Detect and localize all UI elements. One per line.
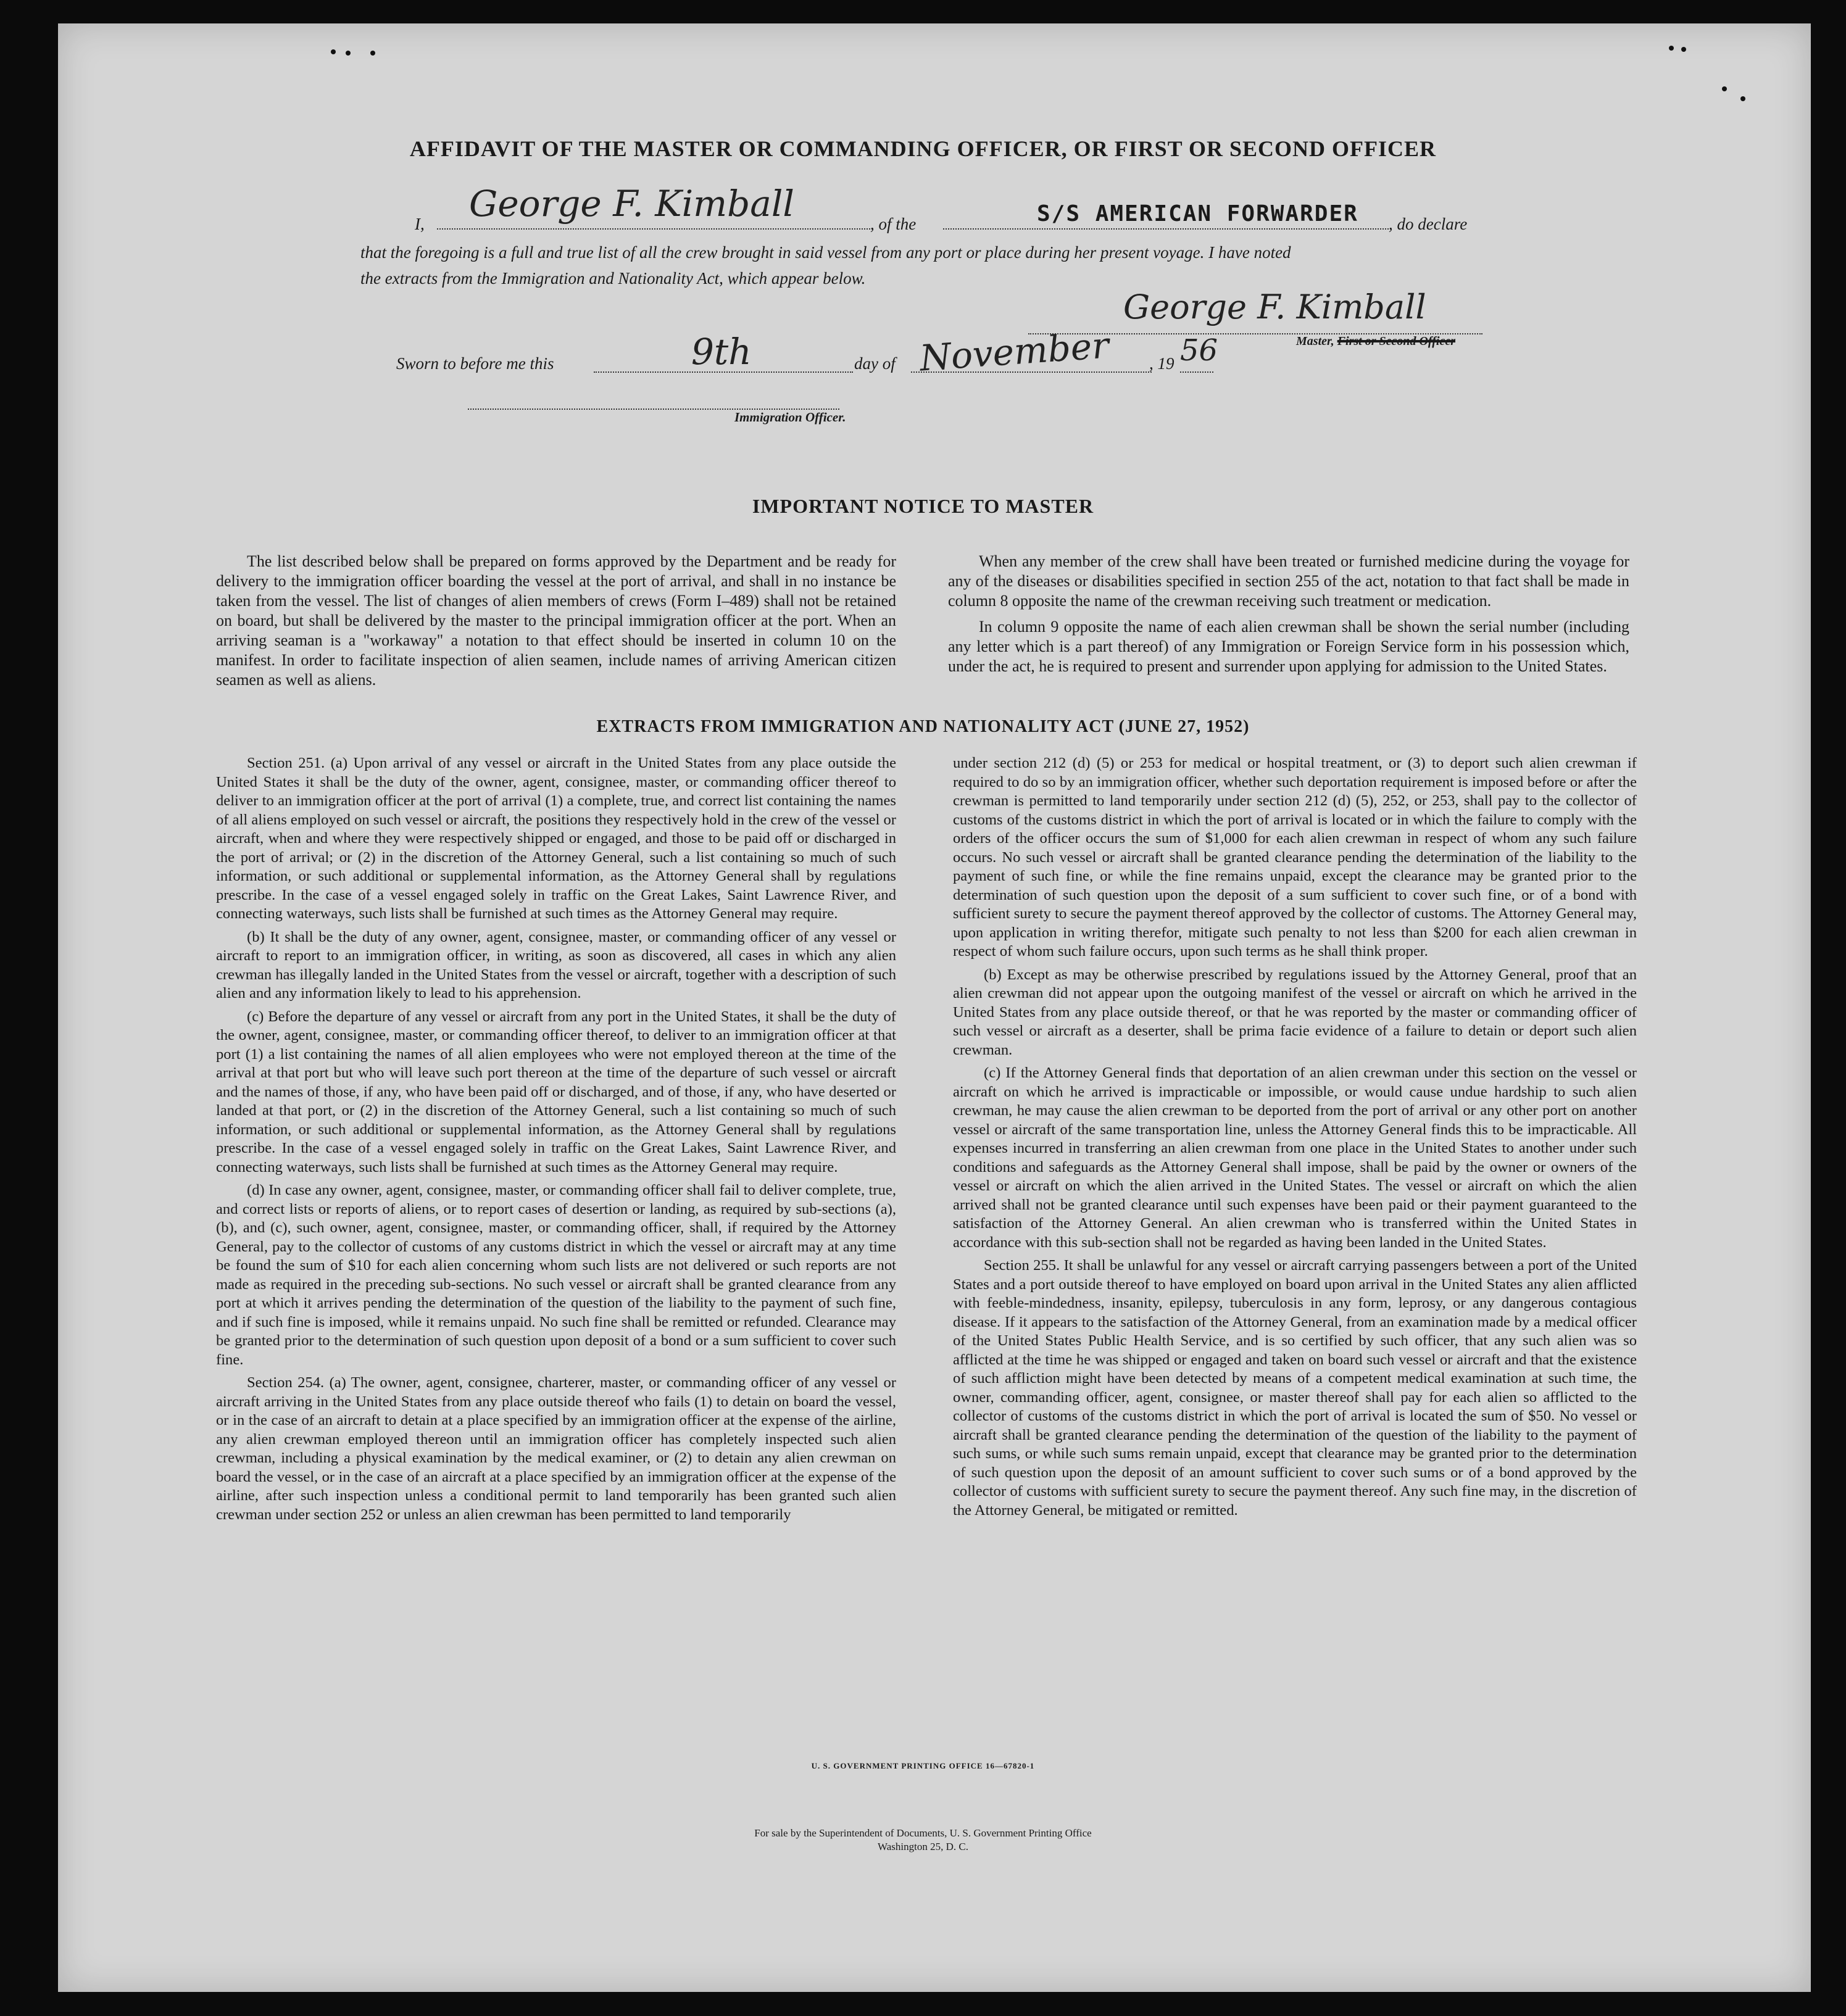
scan-speck bbox=[1740, 96, 1745, 101]
declaration-line-2: the extracts from the Immigration and Nationality Act, which appear below. bbox=[360, 269, 866, 288]
notice-left-column bbox=[216, 552, 896, 696]
scan-speck bbox=[331, 49, 336, 54]
extracts-left-column bbox=[216, 754, 896, 1529]
immigration-officer-label: Immigration Officer. bbox=[734, 410, 846, 425]
notice-paragraph: In column 9 opposite the name of each alien crewman shall be shown the serial number (including any letter which is a part thereof) of any Immigration or Foreign Service form in his possession which, under the act, he is required to present and surrender upon applying for admission to the United States. bbox=[948, 618, 1629, 675]
section-254-b: (b) Except as may be otherwise prescribed by regulations issued by the Attorney General, proof that an alien crewman did not appear upon the outgoing manifest of the vessel or aircraft on which he arrived in the United States from any place outside thereof, or that he was reported by the master or commanding officer of such vessel or aircraft as a deserter, shall be prima facie evidence of a failure to detain or deport such alien crewman. bbox=[953, 966, 1637, 1058]
section-255: Section 255. It shall be unlawful for any vessel or aircraft carrying passengers between a port of the United States and a port outside thereof to have employed on board upon arrival in the United States any alien afflicted with feeble-mindedness, insanity, epilepsy, tuberculosis in any form, leprosy, or any dangerous contagious disease. If it appears to the satisfaction of the Attorney General, from an examination made by a medical officer of the United States Public Health Service, and is so certified by such officer, that any such alien was so afflicted at the time he was shipped or engaged and taken on board such vessel or aircraft and that the existence of such affliction might have been detected by means of a competent medical examination at such time, the owner, commanding officer, agent, consignee, or master thereof shall pay for each alien so afflicted to the collector of customs of the customs district in which the port of arrival is located the sum of $50. No vessel or aircraft shall be granted clearance pending the determination of the question of the liability to the payment of such sums, or while such sums remain unpaid, except that clearance may be granted prior to the determination of such question upon the deposit of an amount sufficient to cover such sums or of a bond approved by the collector of customs with sufficient surety to secure the payment thereof. Any such fine may, in the discretion of the Attorney General, be mitigated or remitted. bbox=[953, 1257, 1637, 1519]
extracts-title: EXTRACTS FROM IMMIGRATION AND NATIONALITY ACT (JUNE 27, 1952) bbox=[596, 717, 1250, 736]
master-role bbox=[1296, 334, 1455, 349]
scan-speck bbox=[346, 51, 351, 56]
of-the-label: , of the bbox=[870, 215, 917, 233]
master-label: Master, bbox=[1296, 334, 1334, 348]
section-251-d: (d) In case any owner, agent, consignee, master, or commanding officer shall fail to deliver complete, true, and correct lists or reports of aliens, or to report cases of desertion or landing, as required by sub-sections (a), (b), and (c), such owner, agent, consignee, master, or commanding officer, shall, if required by the Attorney General, pay to the collector of customs of any customs district in which the vessel or aircraft may at any time be found the sum of $10 for each alien concerning whom such lists are not delivered or such reports are not made as required in the preceding sub-sections. No such vessel or aircraft shall be granted clearance from any port at which it arrives pending the determination of the question of the liability to the payment of such fine, and if such fine is imposed, while it remains unpaid. No such fine shall be remitted or refunded. Clearance may be granted prior to the determination of such question upon deposit of a bond or a sum sufficient to cover such fine. bbox=[216, 1182, 896, 1368]
section-254-a-continued: under section 212 (d) (5) or 253 for medical or hospital treatment, or (3) to deport such alien crewman if required to do so by an immigration officer, whether such deportation requirement is imposed before or after the crewman is permitted to land temporarily under section 212 (d) (5), 252, or 253, shall pay to the collector of customs of the customs district in which the port of arrival is located or in which the failure to comply with the orders of the officer occurs the sum of $1,000 for each alien crewman in respect of whom any such failure occurs. No such vessel or aircraft shall be granted clearance pending the determination of the liability to the payment of such fine, or while the fine remains unpaid, except the clearance may be granted prior to the determination of such question upon the deposit of a sum sufficient to cover such fine, or of a bond with sufficient surety to secure the payment thereof approved by the collector of customs. The Attorney General may, upon application in writing therefor, mitigate such penalty to not less than $200 for each alien crewman in respect of whom such failure occurs, upon such terms as he shall think proper. bbox=[953, 755, 1637, 960]
notice-title: IMPORTANT NOTICE TO MASTER bbox=[752, 495, 1094, 517]
section-251-a: Section 251. (a) Upon arrival of any vessel or aircraft in the United States from any place outside the United States it shall be the duty of the owner, agent, consignee, master, or commanding officer thereof to deliver to an immigration officer at the port of arrival (1) a complete, true, and correct list containing the names of all aliens employed on such vessel or aircraft, the positions they respectively hold in the crew of the vessel or aircraft, when and where they were respectively shipped or engaged, and those to be paid off or discharged in the port of arrival; or (2) in the discretion of the Attorney General, such a list containing so much of such information, or such additional or supplemental information, as the Attorney General shall by regulations prescribe. In the case of a vessel engaged solely in traffic on the Great Lakes, Saint Lawrence River, and connecting waterways, such lists shall be furnished at such times as the Attorney General may require. bbox=[216, 755, 896, 922]
signer-handwritten: George F. Kimball bbox=[469, 183, 794, 225]
notice-paragraph: When any member of the crew shall have been treated or furnished medicine during the voyage for any of the diseases or disabilities specified in section 255 of the act, notation to that fact shall be made in column 8 opposite the name of the crewman receiving such treatment or medication. bbox=[948, 552, 1629, 610]
notice-paragraph: The list described below shall be prepared on forms approved by the Department and be ready for delivery to the immigration officer boarding the vessel at the port of arrival, and shall in no instance be taken from the vessel. The list of changes of alien members of crews (Form I–489) shall not be retained on board, but shall be delivered by the master to the principal immigration officer at the port. When an arriving seaman is a "workaway" a notation to that effect should be inserted in column 10 on the manifest. In order to facilitate inspection of alien seamen, include names of arriving American citizen seamen as well as aliens. bbox=[216, 552, 896, 689]
i-label: I, bbox=[415, 215, 425, 233]
affidavit-title: AFFIDAVIT OF THE MASTER OR COMMANDING OFFICER, OR FIRST OR SECOND OFFICER bbox=[409, 136, 1437, 161]
printer-line: U. S. GOVERNMENT PRINTING OFFICE 16—67820-1 bbox=[811, 1761, 1035, 1770]
notice-right-column bbox=[948, 552, 1629, 682]
sale-line-2: Washington 25, D. C. bbox=[878, 1841, 968, 1852]
sworn-label: Sworn to before me this bbox=[396, 354, 554, 373]
section-254-a: Section 254. (a) The owner, agent, consignee, charterer, master, or commanding officer of any vessel or aircraft arriving in the United States from any place outside thereof who fails (1) to detain on board the vessel, or in the case of an aircraft to detain at a place specified by an immigration officer at the expense of the airline, any alien crewman employed thereon until an immigration officer has completely inspected such alien crewman, including a physical examination by the medical examiner, or (2) to detain any alien crewman on board the vessel, or in the case of an aircraft at a place specified by an immigration officer at the expense of the airline, after such inspection unless a conditional permit to land temporarily has been granted such alien crewman under section 252 or unless an alien crewman has been permitted to land temporarily bbox=[216, 1374, 896, 1523]
section-251-c: (c) Before the departure of any vessel or aircraft from any port in the United States, it shall be the duty of the owner, agent, consignee, master, or commanding officer thereof, to deliver to an immigration officer at that port (1) a list containing the names of all alien employees who were not employed thereon at the time of the arrival at that port but who will leave such port thereon at the time of the departure of such vessel or aircraft and the names of those, if any, who have been paid off or discharged, and of those, if any, who have deserted or landed at that port, or (2) in the discretion of the Attorney General, such a list containing so much of such information, or such additional or supplemental information, as the Attorney General shall by regulations prescribe. In the case of a vessel engaged solely in traffic on the Great Lakes, Saint Lawrence River, and connecting waterways, such lists shall be furnished at such times as the Attorney General may require. bbox=[216, 1008, 896, 1176]
section-254-c: (c) If the Attorney General finds that deportation of an alien crewman under this section on the vessel or aircraft on which he arrived is impracticable or impossible, or would cause undue hardship to such alien crewman, he may cause the alien crewman to be deported from the port of arrival or any other port on another vessel or aircraft of the same transportation line, unless the Attorney General finds this to be impracticable. All expenses incurred in transferring an alien crewman from one place in the United States to another under such conditions and safeguards as the Attorney General shall impose, shall be paid by the owner or owners of the vessel or aircraft on which the alien arrived in the United States. The vessel or aircraft on which the alien arrived shall not be granted clearance until such expenses have been paid or their payment guaranteed to the satisfaction of the Attorney General. An alien crewman who is transferred within the United States in accordance with this sub-section shall not be regarded as having been landed in the United States. bbox=[953, 1064, 1637, 1251]
day-handwritten: 9th bbox=[691, 331, 752, 373]
master-signature: George F. Kimball bbox=[1123, 288, 1426, 326]
struck-officer-label: First or Second Officer bbox=[1337, 334, 1455, 348]
declaration-line-1: that the foregoing is a full and true list of all the crew brought in said vessel from any port or place during her present voyage. I have noted bbox=[360, 243, 1291, 262]
scan-speck bbox=[1669, 46, 1674, 51]
extracts-right-column bbox=[953, 754, 1637, 1524]
scan-speck bbox=[1722, 86, 1727, 91]
sale-notice bbox=[0, 1827, 1846, 1854]
year-handwritten: 56 bbox=[1180, 333, 1218, 368]
vessel-typed: S/S AMERICAN FORWARDER bbox=[1037, 201, 1358, 226]
section-251-b: (b) It shall be the duty of any owner, agent, consignee, master, or commanding officer of any vessel or aircraft to report to an immigration officer, in writing, as soon as discovered, all cases in which any alien crewman has illegally landed in the United States from the vessel or aircraft, together with a description of such alien and any information likely to lead to his apprehension. bbox=[216, 928, 896, 1002]
year-prefix: , 19 bbox=[1149, 354, 1175, 373]
day-of-label: day of bbox=[854, 354, 896, 373]
do-declare-label: , do declare bbox=[1389, 215, 1468, 233]
sale-line-1: For sale by the Superintendent of Documents, U. S. Government Printing Office bbox=[754, 1827, 1092, 1839]
scan-speck bbox=[370, 51, 375, 56]
immigration-officer-field bbox=[468, 380, 839, 410]
scan-speck bbox=[1681, 47, 1686, 52]
month-handwritten: November bbox=[918, 324, 1110, 380]
